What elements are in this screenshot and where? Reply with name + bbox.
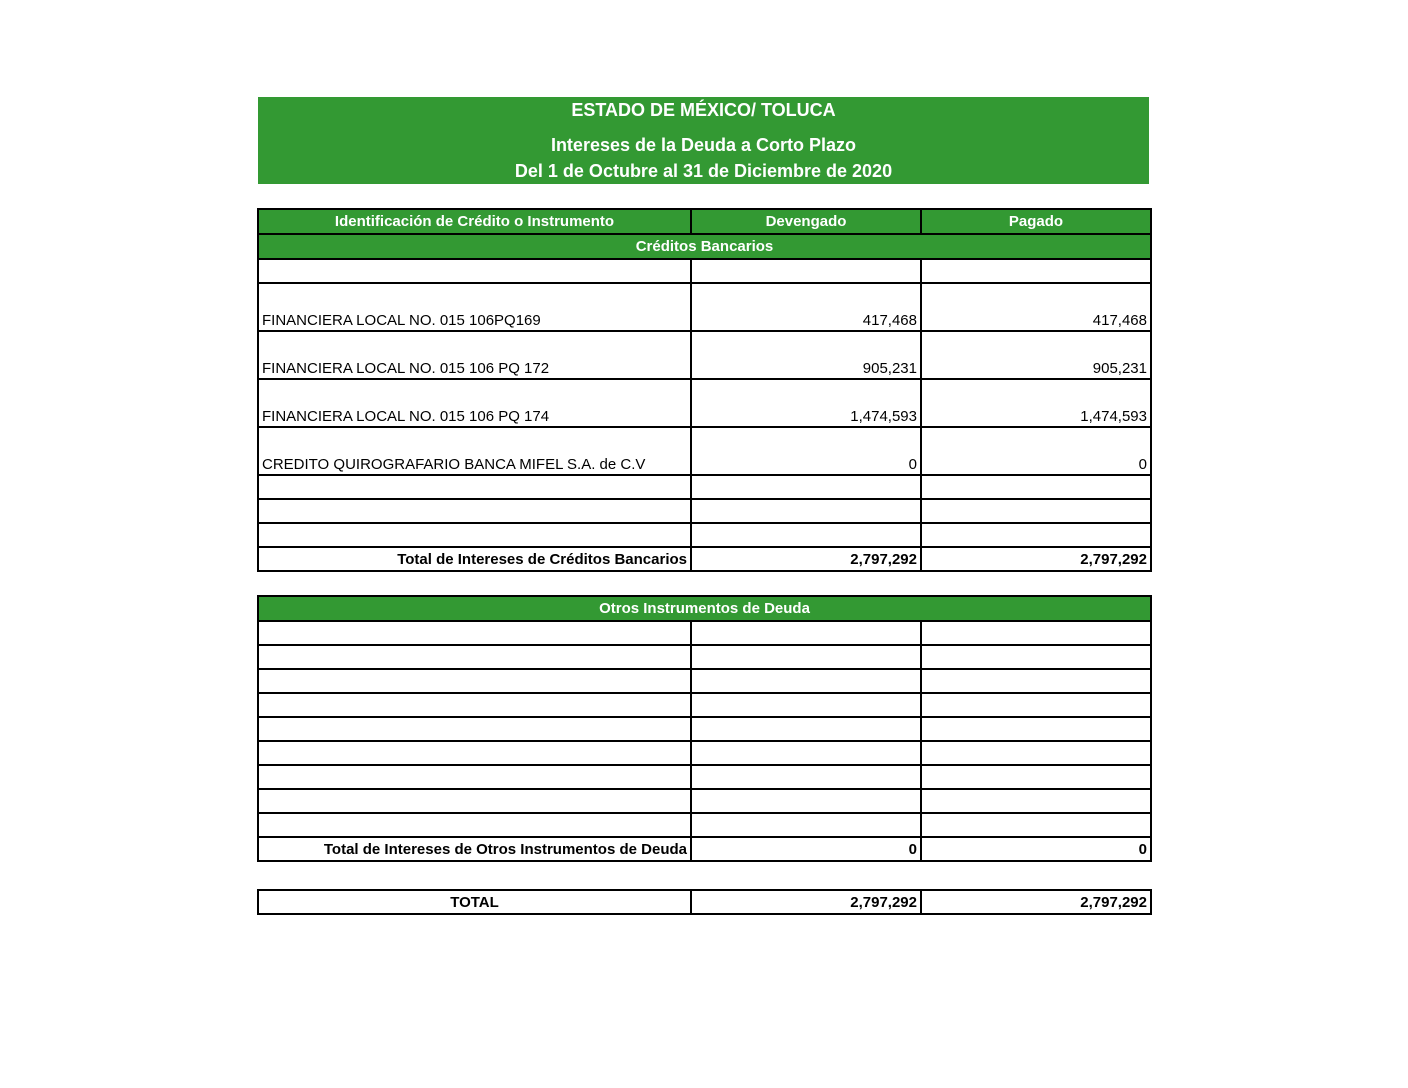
table-row xyxy=(258,645,1151,669)
row-name: FINANCIERA LOCAL NO. 015 106 PQ 174 xyxy=(258,379,691,427)
table-row xyxy=(258,427,1151,475)
total-row-otros xyxy=(258,837,1151,861)
section-header-row xyxy=(258,234,1151,259)
total-devengado-otros: 0 xyxy=(691,837,921,861)
total-label-creditos: Total de Intereses de Créditos Bancarios xyxy=(258,547,691,571)
row-devengado: 0 xyxy=(691,427,921,475)
total-devengado-creditos: 2,797,292 xyxy=(691,547,921,571)
report-header xyxy=(258,97,1149,184)
section-header-row xyxy=(258,596,1151,621)
table-row xyxy=(258,717,1151,741)
table-row xyxy=(258,499,1151,523)
table-row xyxy=(258,813,1151,837)
table-row xyxy=(258,523,1151,547)
grand-total-pagado: 2,797,292 xyxy=(921,890,1151,914)
section-title-creditos: Créditos Bancarios xyxy=(258,234,1151,259)
report-period: Del 1 de Octubre al 31 de Diciembre de 2020 xyxy=(514,161,893,181)
total-pagado-otros: 0 xyxy=(921,837,1151,861)
table-row xyxy=(258,669,1151,693)
table-row xyxy=(258,693,1151,717)
table-row xyxy=(258,283,1151,331)
table-row xyxy=(258,621,1151,645)
row-name: FINANCIERA LOCAL NO. 015 106PQ169 xyxy=(258,283,691,331)
row-devengado: 417,468 xyxy=(691,283,921,331)
column-header-row xyxy=(258,209,1151,234)
row-pagado: 0 xyxy=(921,427,1151,475)
total-row-creditos xyxy=(258,547,1151,571)
row-pagado: 905,231 xyxy=(921,331,1151,379)
row-pagado: 1,474,593 xyxy=(921,379,1151,427)
row-pagado: 417,468 xyxy=(921,283,1151,331)
row-name: FINANCIERA LOCAL NO. 015 106 PQ 172 xyxy=(258,331,691,379)
column-header-pagado: Pagado xyxy=(921,209,1151,234)
grand-total-row xyxy=(258,890,1151,914)
report-title: Intereses de la Deuda a Corto Plazo xyxy=(550,135,857,155)
section-title-otros: Otros Instrumentos de Deuda xyxy=(258,596,1151,621)
table-row xyxy=(258,765,1151,789)
creditos-bancarios-table xyxy=(257,208,1152,572)
row-devengado: 905,231 xyxy=(691,331,921,379)
table-row xyxy=(258,475,1151,499)
grand-total-devengado: 2,797,292 xyxy=(691,890,921,914)
table-row xyxy=(258,789,1151,813)
table-row xyxy=(258,379,1151,427)
grand-total-table xyxy=(257,889,1152,915)
column-header-devengado: Devengado xyxy=(691,209,921,234)
total-label-otros: Total de Intereses de Otros Instrumentos de Deuda xyxy=(258,837,691,861)
table-row xyxy=(258,331,1151,379)
column-header-id: Identificación de Crédito o Instrumento xyxy=(258,209,691,234)
otros-instrumentos-table xyxy=(257,595,1152,862)
row-devengado: 1,474,593 xyxy=(691,379,921,427)
table-row xyxy=(258,741,1151,765)
entity-name: ESTADO DE MÉXICO/ TOLUCA xyxy=(571,100,836,120)
grand-total-label: TOTAL xyxy=(258,890,691,914)
table-row xyxy=(258,259,1151,283)
row-name: CREDITO QUIROGRAFARIO BANCA MIFEL S.A. de C.V xyxy=(258,427,691,475)
total-pagado-creditos: 2,797,292 xyxy=(921,547,1151,571)
